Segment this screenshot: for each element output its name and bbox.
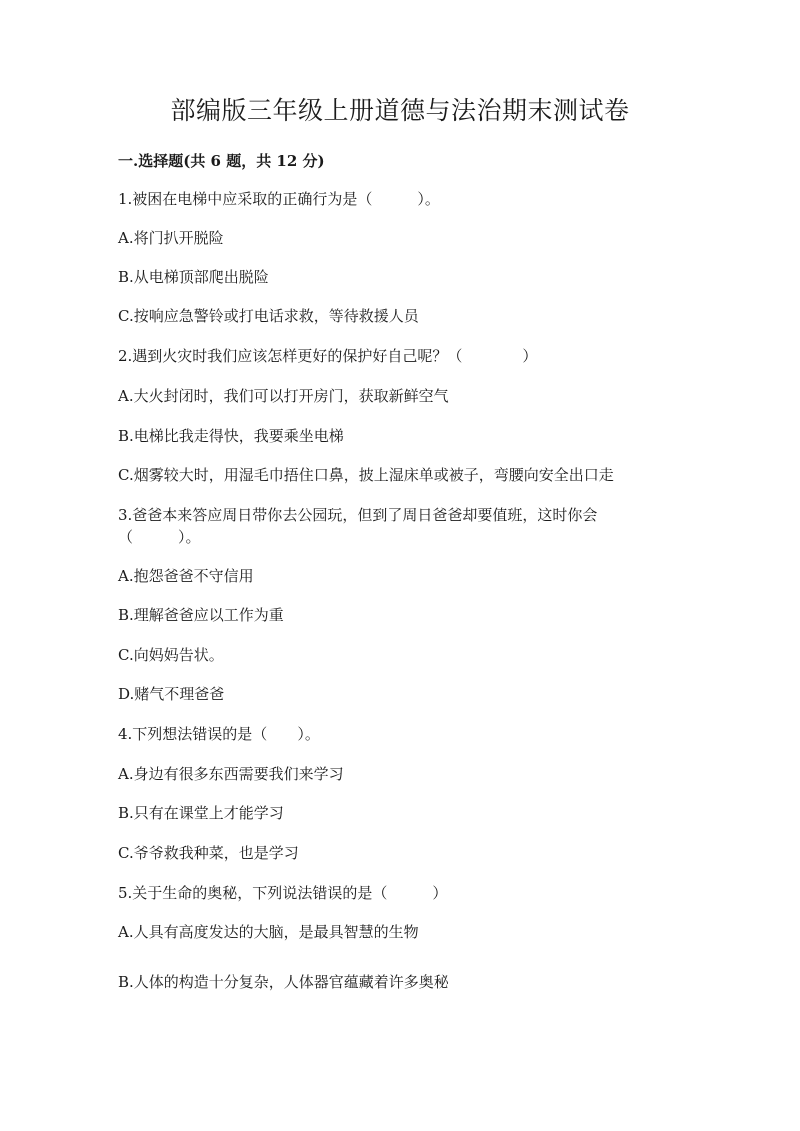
question-5-option-a: A.人具有高度发达的大脑，是最具智慧的生物 [118,923,419,941]
question-5-option-b: B.人体的构造十分复杂，人体器官蕴藏着许多奥秘 [118,973,449,991]
question-2-option-a: A.大火封闭时，我们可以打开房门，获取新鲜空气 [118,387,449,405]
question-2-option-b: B.电梯比我走得快，我要乘坐电梯 [118,427,344,445]
question-4-option-b: B.只有在课堂上才能学习 [118,804,284,822]
question-3-option-d: D.赌气不理爸爸 [118,685,225,703]
question-3-continued: （ ）。 [118,528,201,546]
question-2: 2.遇到火灾时我们应该怎样更好的保护好自己呢？（ ） [118,347,538,365]
question-3: 3.爸爸本来答应周日带你去公园玩，但到了周日爸爸却要值班，这时你会 [118,506,598,524]
question-3-option-b: B.理解爸爸应以工作为重 [118,606,284,624]
question-2-option-c: C.烟雾较大时，用湿毛巾捂住口鼻，披上湿床单或被子，弯腰向安全出口走 [118,466,614,484]
question-1-option-a: A.将门扒开脱险 [118,229,224,247]
question-4: 4.下列想法错误的是（ ）。 [118,725,320,743]
question-1-option-b: B.从电梯顶部爬出脱险 [118,268,269,286]
question-1: 1.被困在电梯中应采取的正确行为是（ ）。 [118,190,440,208]
question-1-option-c: C.按响应急警铃或打电话求救，等待救援人员 [118,307,419,325]
question-5: 5.关于生命的奥秘，下列说法错误的是（ ） [118,884,448,902]
question-4-option-a: A.身边有很多东西需要我们来学习 [118,765,344,783]
question-4-option-c: C.爷爷救我种菜，也是学习 [118,844,299,862]
question-3-option-a: A.抱怨爸爸不守信用 [118,567,254,585]
section-heading: 一.选择题(共 6 题，共 12 分) [118,152,325,170]
question-3-option-c: C.向妈妈告状。 [118,646,224,664]
page-title: 部编版三年级上册道德与法治期末测试卷 [170,96,630,125]
